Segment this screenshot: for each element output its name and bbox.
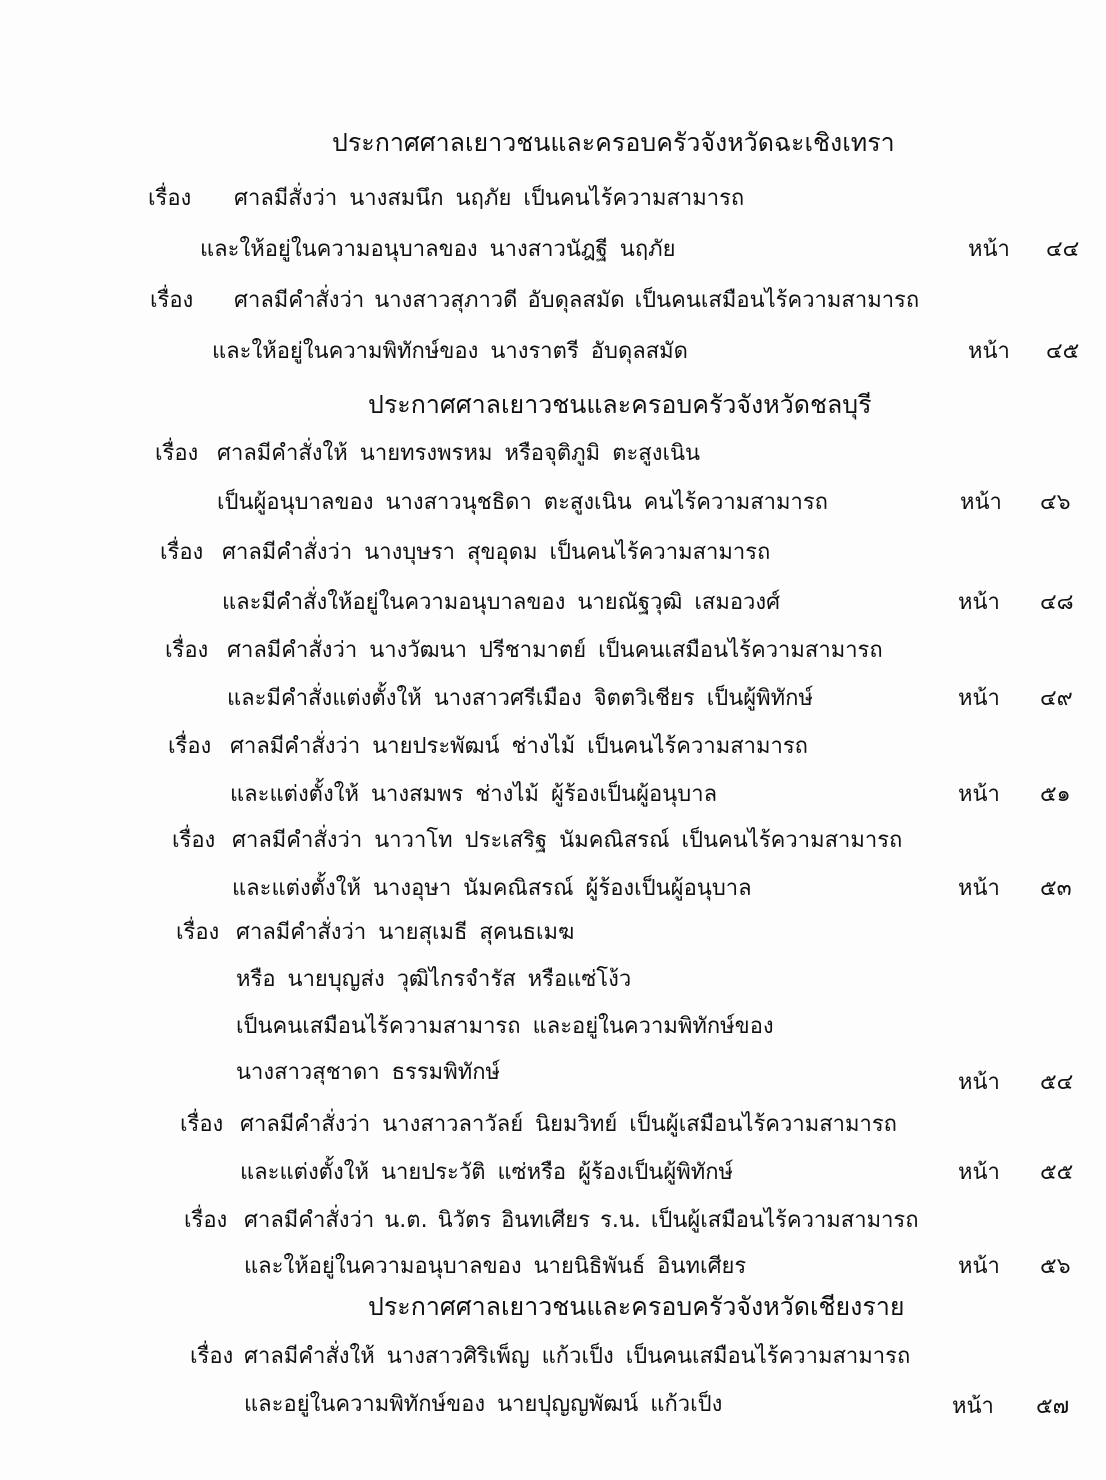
entry-line: และแต่งตั้งให้ นางสมพร ช่างไม้ ผู้ร้องเป็นผู้อนุบาล	[230, 782, 718, 807]
page-number: ๕๓	[1040, 876, 1072, 901]
page-number: ๔๘	[1040, 590, 1074, 615]
entry-prefix: เรื่อง	[176, 920, 220, 945]
entry-prefix: เรื่อง	[165, 638, 209, 663]
page-number: ๕๑	[1040, 782, 1071, 807]
section-heading: ประกาศศาลเยาวชนและครอบครัวจังหวัดชลบุรี	[368, 390, 872, 419]
section-heading: ประกาศศาลเยาวชนและครอบครัวจังหวัดฉะเชิงเทรา	[332, 128, 895, 157]
section-heading: ประกาศศาลเยาวชนและครอบครัวจังหวัดเชียงราย	[368, 1292, 905, 1321]
entry-line: ศาลมีคำสั่งให้ นางสาวศิริเพ็ญ แก้วเป็ง เป็นคนเสมือนไร้ความสามารถ	[244, 1344, 911, 1369]
entry-line: และให้อยู่ในความอนุบาลของ นายนิธิพันธ์ อินทเศียร	[244, 1254, 747, 1279]
page-number: ๔๕	[1046, 339, 1080, 364]
entry-prefix: เรื่อง	[184, 1208, 228, 1233]
entry-prefix: เรื่อง	[155, 441, 199, 466]
page-number: ๔๙	[1040, 686, 1073, 711]
page-label: หน้า	[958, 1070, 1000, 1095]
page-label: หน้า	[958, 686, 1000, 711]
entry-prefix: เรื่อง	[180, 1112, 224, 1137]
entry-line: ศาลมีคำสั่งว่า น.ต. นิวัตร อินทเศียร ร.น. เป็นผู้เสมือนไร้ความสามารถ	[244, 1208, 919, 1233]
page-label: หน้า	[958, 590, 1000, 615]
page-label: หน้า	[968, 237, 1010, 262]
page-label: หน้า	[968, 339, 1010, 364]
entry-prefix: เรื่อง	[148, 186, 192, 211]
entry-line: และให้อยู่ในความพิทักษ์ของ นางราตรี อับดุลสมัด	[212, 339, 688, 364]
entry-line: ศาลมีคำสั่งว่า นาวาโท ประเสริฐ นัมคณิสรณ์ เป็นคนไร้ความสามารถ	[232, 828, 903, 853]
page-number: ๔๖	[1040, 490, 1071, 515]
entry-line: หรือ นายบุญส่ง วุฒิไกรจำรัส หรือแซ่โง้ว	[236, 967, 632, 992]
page-label: หน้า	[958, 782, 1000, 807]
entry-line: ศาลมีสั่งว่า นางสมนึก นฤภัย เป็นคนไร้ความสามารถ	[234, 186, 745, 211]
entry-prefix: เรื่อง	[168, 734, 212, 759]
entry-line: และมีคำสั่งให้อยู่ในความอนุบาลของ นายณัฐวุฒิ เสมอวงศ์	[222, 590, 781, 615]
entry-line: ศาลมีคำสั่งว่า นางสาวลาวัลย์ นิยมวิทย์ เป็นผู้เสมือนไร้ความสามารถ	[240, 1112, 897, 1137]
entry-line: และให้อยู่ในความอนุบาลของ นางสาวนัฎฐี นฤภัย	[200, 237, 676, 262]
page-label: หน้า	[958, 876, 1000, 901]
page-number: ๕๖	[1040, 1254, 1071, 1279]
entry-line: ศาลมีคำสั่งว่า นางบุษรา สุขอุดม เป็นคนไร้ความสามารถ	[222, 540, 771, 565]
entry-prefix: เรื่อง	[172, 828, 216, 853]
entry-line: และแต่งตั้งให้ นายประวัติ แซ่หรือ ผู้ร้องเป็นผู้พิทักษ์	[240, 1160, 734, 1185]
entry-line: เป็นคนเสมือนไร้ความสามารถ และอยู่ในความพิทักษ์ของ	[236, 1014, 774, 1039]
entry-line: และอยู่ในความพิทักษ์ของ นายปุญญพัฒน์ แก้วเป็ง	[244, 1392, 723, 1417]
page-label: หน้า	[960, 490, 1002, 515]
entry-prefix: เรื่อง	[150, 288, 194, 313]
page-number: ๕๕	[1040, 1160, 1074, 1185]
entry-line: ศาลมีคำสั่งว่า นางสาวสุภาวดี อับดุลสมัด เป็นคนเสมือนไร้ความสามารถ	[234, 288, 920, 313]
entry-line: ศาลมีคำสั่งให้ นายทรงพรหม หรือจุติภูมิ ตะสูงเนิน	[217, 441, 701, 466]
page-label: หน้า	[952, 1394, 994, 1419]
page-number: ๕๔	[1040, 1070, 1074, 1095]
page-label: หน้า	[958, 1160, 1000, 1185]
entry-line: เป็นผู้อนุบาลของ นางสาวนุชธิดา ตะสูงเนิน คนไร้ความสามารถ	[217, 490, 828, 515]
entry-line: ศาลมีคำสั่งว่า นายสุเมธี สุคนธเมฆ	[236, 920, 575, 945]
entry-line: นางสาวสุชาดา ธรรมพิทักษ์	[236, 1060, 501, 1085]
entry-line: และแต่งตั้งให้ นางอุษา นัมคณิสรณ์ ผู้ร้องเป็นผู้อนุบาล	[232, 876, 752, 901]
page-number: ๔๔	[1046, 237, 1080, 262]
entry-line: ศาลมีคำสั่งว่า นางวัฒนา ปรีชามาตย์ เป็นคนเสมือนไร้ความสามารถ	[227, 638, 883, 663]
entry-line: ศาลมีคำสั่งว่า นายประพัฒน์ ช่างไม้ เป็นคนไร้ความสามารถ	[230, 734, 808, 759]
page-number: ๕๗	[1036, 1394, 1070, 1419]
entry-prefix: เรื่อง	[190, 1344, 234, 1369]
page-label: หน้า	[958, 1254, 1000, 1279]
entry-line: และมีคำสั่งแต่งตั้งให้ นางสาวศรีเมือง จิตตวิเชียร เป็นผู้พิทักษ์	[227, 686, 813, 711]
entry-prefix: เรื่อง	[160, 540, 204, 565]
